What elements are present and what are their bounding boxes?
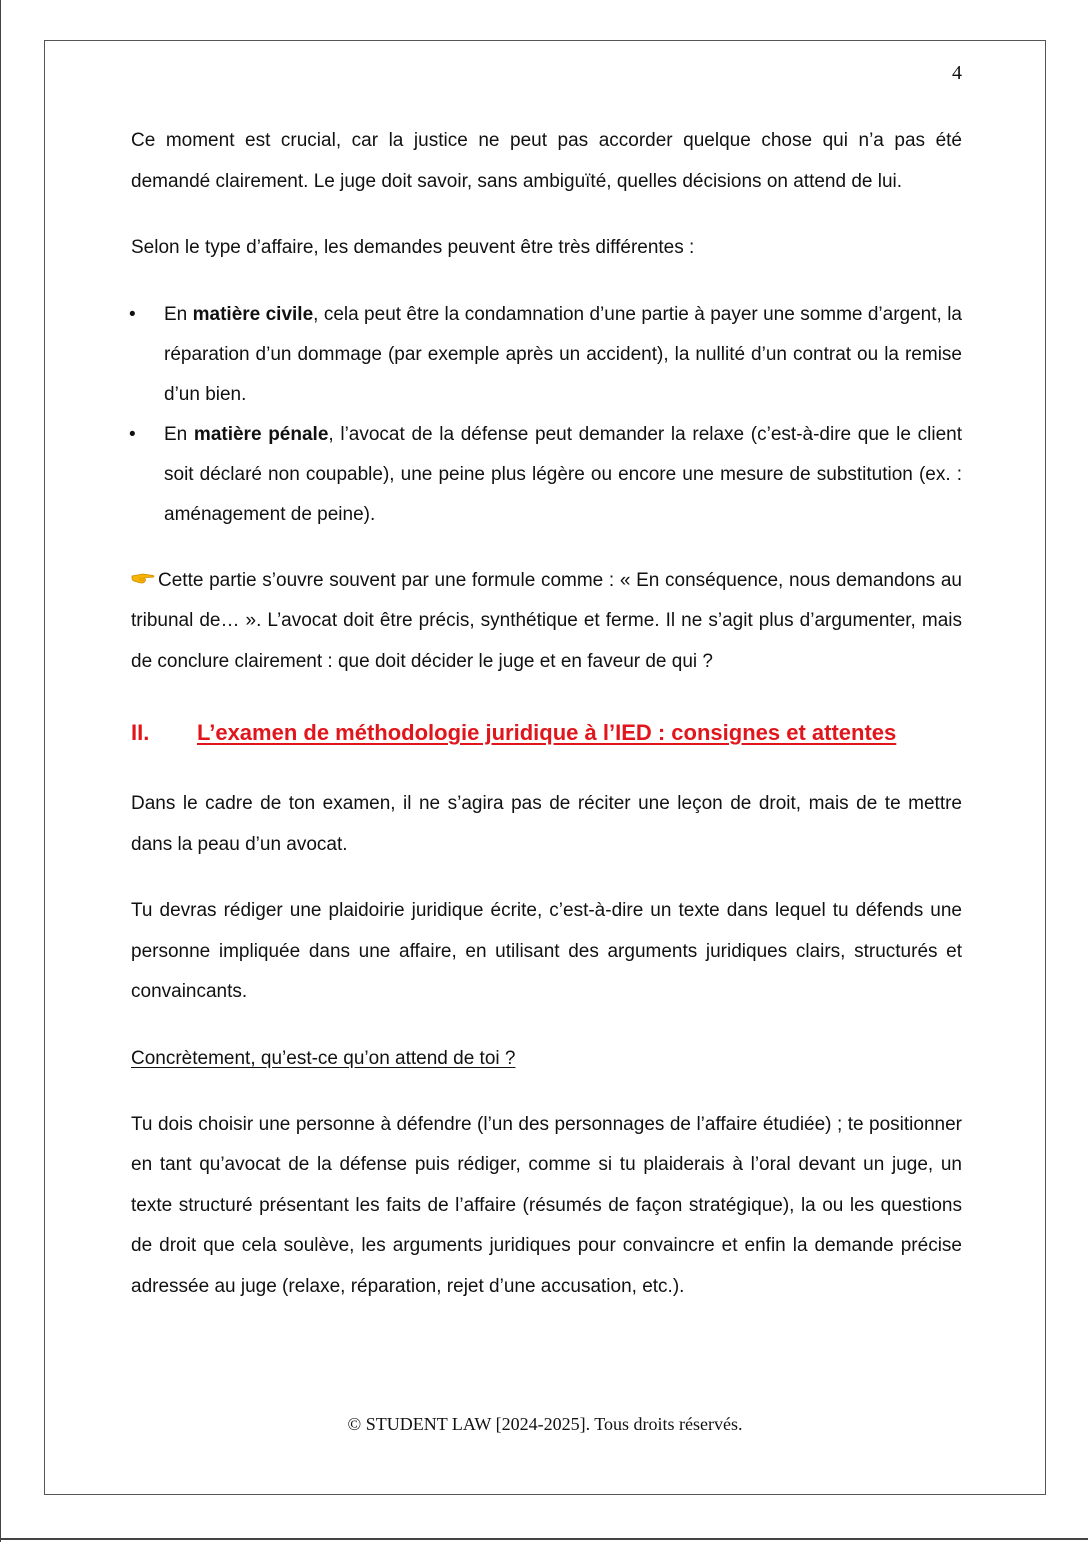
footer-copyright: © STUDENT LAW [2024-2025]. Tous droits réservés. — [347, 1414, 743, 1434]
section-paragraph-1: Dans le cadre de ton examen, il ne s’agira pas de réciter une leçon de droit, mais de te mettre dans la peau d’un avocat. — [131, 793, 962, 855]
section-title: L’examen de méthodologie juridique à l’IED : consignes et attentes — [197, 720, 897, 745]
page-number: 4 — [952, 62, 962, 84]
bold-term: matière pénale — [193, 423, 329, 445]
intro-paragraph-2: Selon le type d’affaire, les demandes peuvent être très différentes : — [131, 237, 695, 258]
list-item: • En matière civile, cela peut être la condamnation d’une partie à payer une somme d’argent, la réparation d’un dommage (par exemple après un accident), la nullité d’un contrat ou la remise d’un bien. — [131, 295, 962, 415]
final-paragraph: Tu dois choisir une personne à défendre (l’un des personnages de l’affaire étudiée) ; te positionner en tant qu’avocat de la défense puis rédiger, comme si tu plaiderais à l’oral devant un juge, un texte structuré présentant les faits de l’affaire (résumés de façon stratégique), la ou les questions de droit que cela soulève, les arguments juridiques pour convaincre et enfin la demande précise adressée au juge (relaxe, réparation, rejet d’une accusation, etc.). — [131, 1113, 962, 1297]
bold-term: matière civile — [192, 303, 314, 325]
pointing-hand-icon — [131, 570, 156, 584]
section-number: II. — [131, 720, 150, 745]
list-item: • En matière pénale, l’avocat de la défense peut demander la relaxe (c’est-à-dire que le client soit déclaré non coupable), une peine plus légère ou encore une mesure de substitution (ex. : aménagement de peine). — [131, 415, 962, 535]
subheading: Concrètement, qu’est-ce qu’on attend de toi ? — [131, 1047, 516, 1069]
bullet-dot-icon: • — [129, 423, 136, 445]
bullet-dot-icon: • — [129, 303, 136, 325]
outer-border-left — [0, 0, 1, 1542]
demands-list — [131, 295, 962, 535]
intro-paragraph-1: Ce moment est crucial, car la justice ne peut pas accorder quelque chose qui n’a pas été demandé clairement. Le juge doit savoir, sans ambiguïté, quelles décisions on attend de lui. — [131, 130, 962, 192]
section-heading — [131, 708, 962, 758]
note-paragraph: Cette partie s’ouvre souvent par une formule comme : « En conséquence, nous demandons au tribunal de… ». L’avocat doit être précis, synthétique et ferme. Il ne s’agit plus d’argumenter, mais de conclure clairement : que doit décider le juge et en faveur de qui ? — [131, 569, 962, 672]
document-body — [131, 121, 962, 1307]
section-paragraph-2: Tu devras rédiger une plaidoirie juridique écrite, c’est-à-dire un texte dans lequel tu défends une personne impliquée dans une affaire, en utilisant des arguments juridiques clairs, structurés et convaincants. — [131, 900, 962, 1002]
outer-border-bottom — [0, 1538, 1088, 1540]
